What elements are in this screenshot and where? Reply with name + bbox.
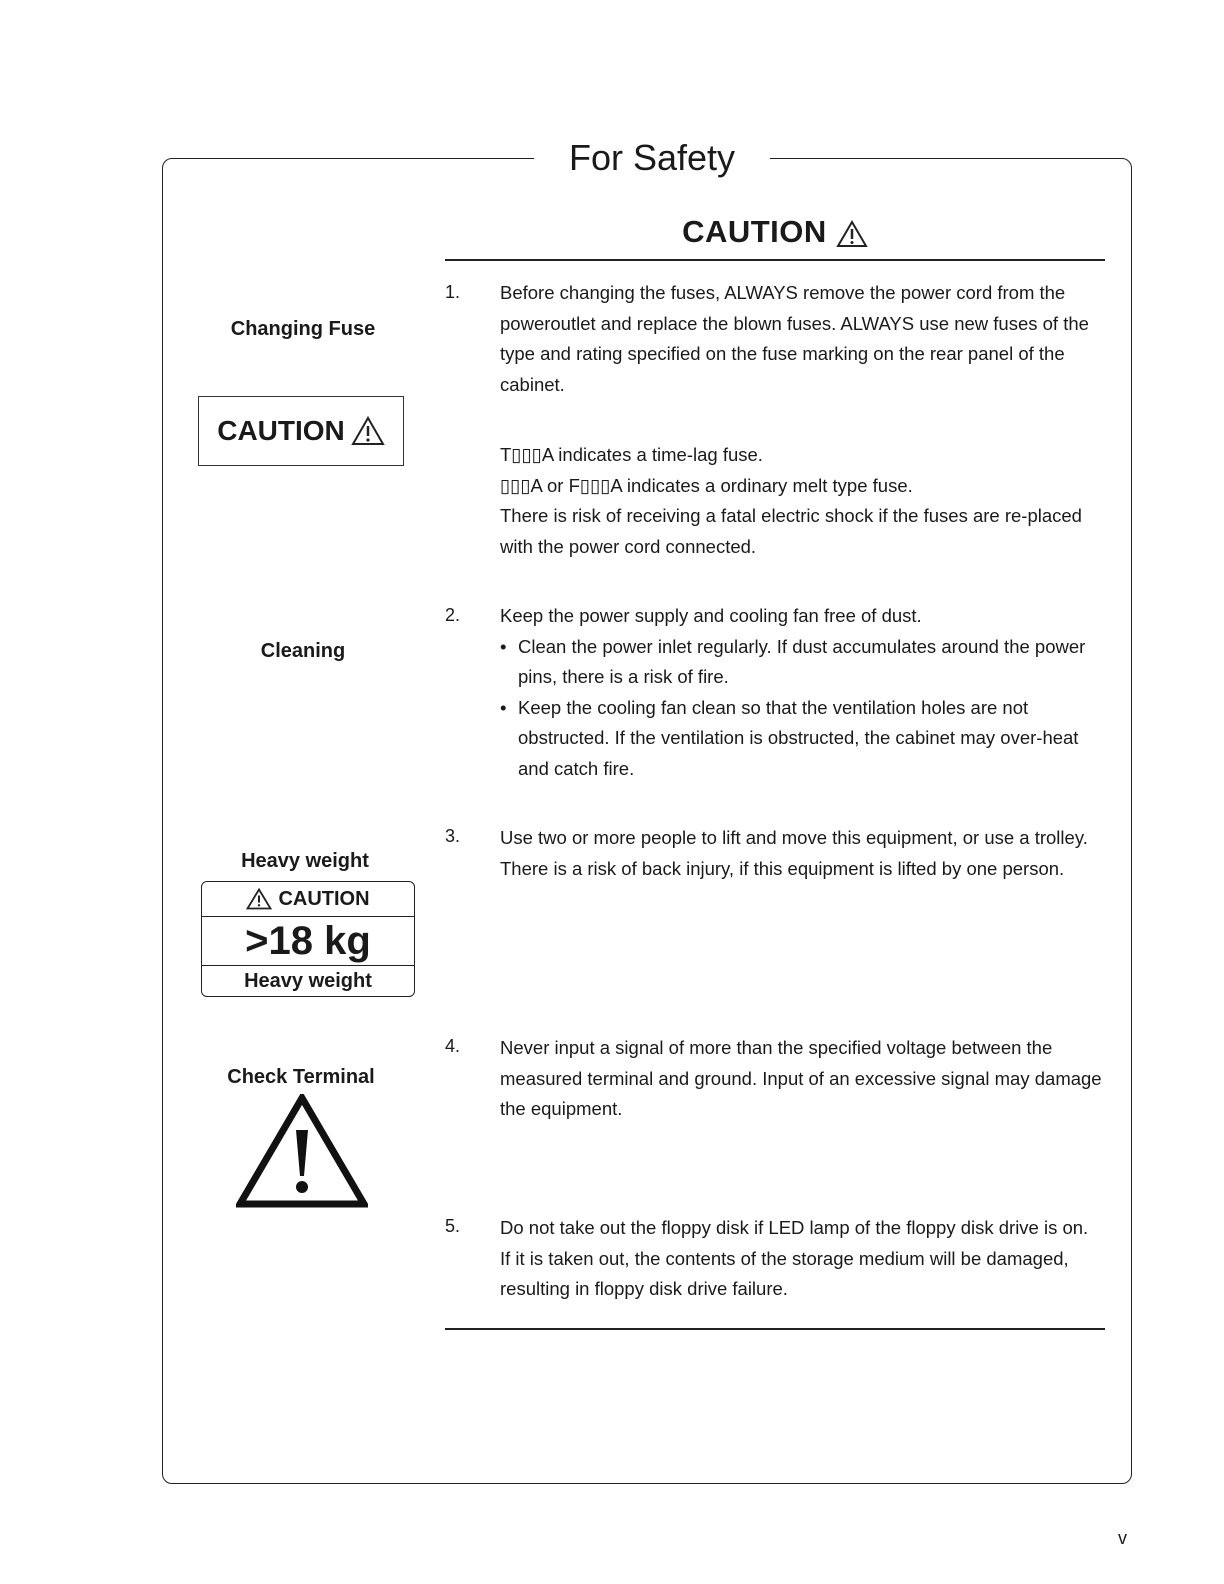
bottom-divider — [445, 1328, 1105, 1330]
caution-heading — [445, 214, 1105, 250]
item-3-text — [500, 823, 1102, 884]
check-terminal-label: Check Terminal — [227, 1066, 375, 1088]
item-number: 4. — [445, 1036, 461, 1056]
warning-triangle-icon — [836, 220, 868, 248]
item-2-text — [500, 601, 1102, 784]
warning-triangle-icon — [351, 416, 385, 446]
bullet-marker: • — [500, 635, 507, 657]
item-paragraph: There is risk of receiving a fatal electric shock if the fuses are re-placed with the power cord connected. — [500, 505, 1082, 557]
heavy-weight-label: Heavy weight — [241, 850, 369, 872]
item-paragraph: ▯▯▯A or F▯▯▯A indicates a ordinary melt type fuse. — [500, 474, 913, 496]
item-paragraph: Keep the power supply and cooling fan free of dust. — [500, 605, 922, 626]
fuse-caution-text: CAUTION — [217, 415, 345, 446]
heavy-weight-badge — [201, 881, 415, 997]
item-number: 3. — [445, 826, 461, 846]
item-paragraph: Never input a signal of more than the specified voltage between the measured terminal and ground. Input of an excessive signal may damage the equipment. — [500, 1037, 1102, 1119]
item-paragraph: T▯▯▯A indicates a time-lag fuse. — [500, 444, 763, 465]
page-number: v — [1118, 1528, 1127, 1548]
weight-badge-value: >18 kg — [202, 917, 414, 966]
item-paragraph: Do not take out the floppy disk if LED lamp of the floppy disk drive is on. If it is taken out, the contents of the storage medium will be damaged, resulting in floppy disk drive failure. — [500, 1217, 1089, 1299]
bullet-marker: • — [500, 696, 507, 718]
item-number: 5. — [445, 1216, 461, 1236]
changing-fuse-label: Changing Fuse — [230, 318, 376, 340]
item-1-text — [500, 278, 1102, 562]
item-number: 2. — [445, 605, 461, 625]
cleaning-label: Cleaning — [260, 640, 346, 662]
item-paragraph: Use two or more people to lift and move this equipment, or use a trolley. There is a risk of back injury, if this equipment is lifted by one person. — [500, 827, 1088, 879]
bullet-item — [500, 693, 1102, 785]
warning-triangle-icon — [246, 888, 272, 910]
top-divider — [445, 259, 1105, 261]
bullet-text: Keep the cooling fan clean so that the ventilation holes are not obstructed. If the ventilation is obstructed, the cabinet may over-heat and catch fire. — [518, 696, 1079, 779]
item-5-text — [500, 1213, 1102, 1305]
page-title: For Safety — [534, 138, 770, 178]
item-number: 1. — [445, 282, 461, 302]
bullet-text: Clean the power inlet regularly. If dust accumulates around the power pins, there is a risk of fire. — [518, 635, 1086, 687]
weight-badge-caution: CAUTION — [278, 887, 370, 910]
weight-badge-label: Heavy weight — [244, 969, 372, 992]
caution-heading-text: CAUTION — [682, 214, 827, 249]
item-4-text — [500, 1033, 1102, 1125]
weight-badge-header — [202, 882, 414, 917]
fuse-caution-badge — [198, 396, 404, 466]
bullet-item — [500, 632, 1102, 693]
exclamation-triangle-icon — [236, 1094, 368, 1208]
item-paragraph: Before changing the fuses, ALWAYS remove the power cord from the poweroutlet and replace the blown fuses. ALWAYS use new fuses of the type and rating specified on the fuse marking on the rear panel of the cabinet. — [500, 282, 1089, 395]
